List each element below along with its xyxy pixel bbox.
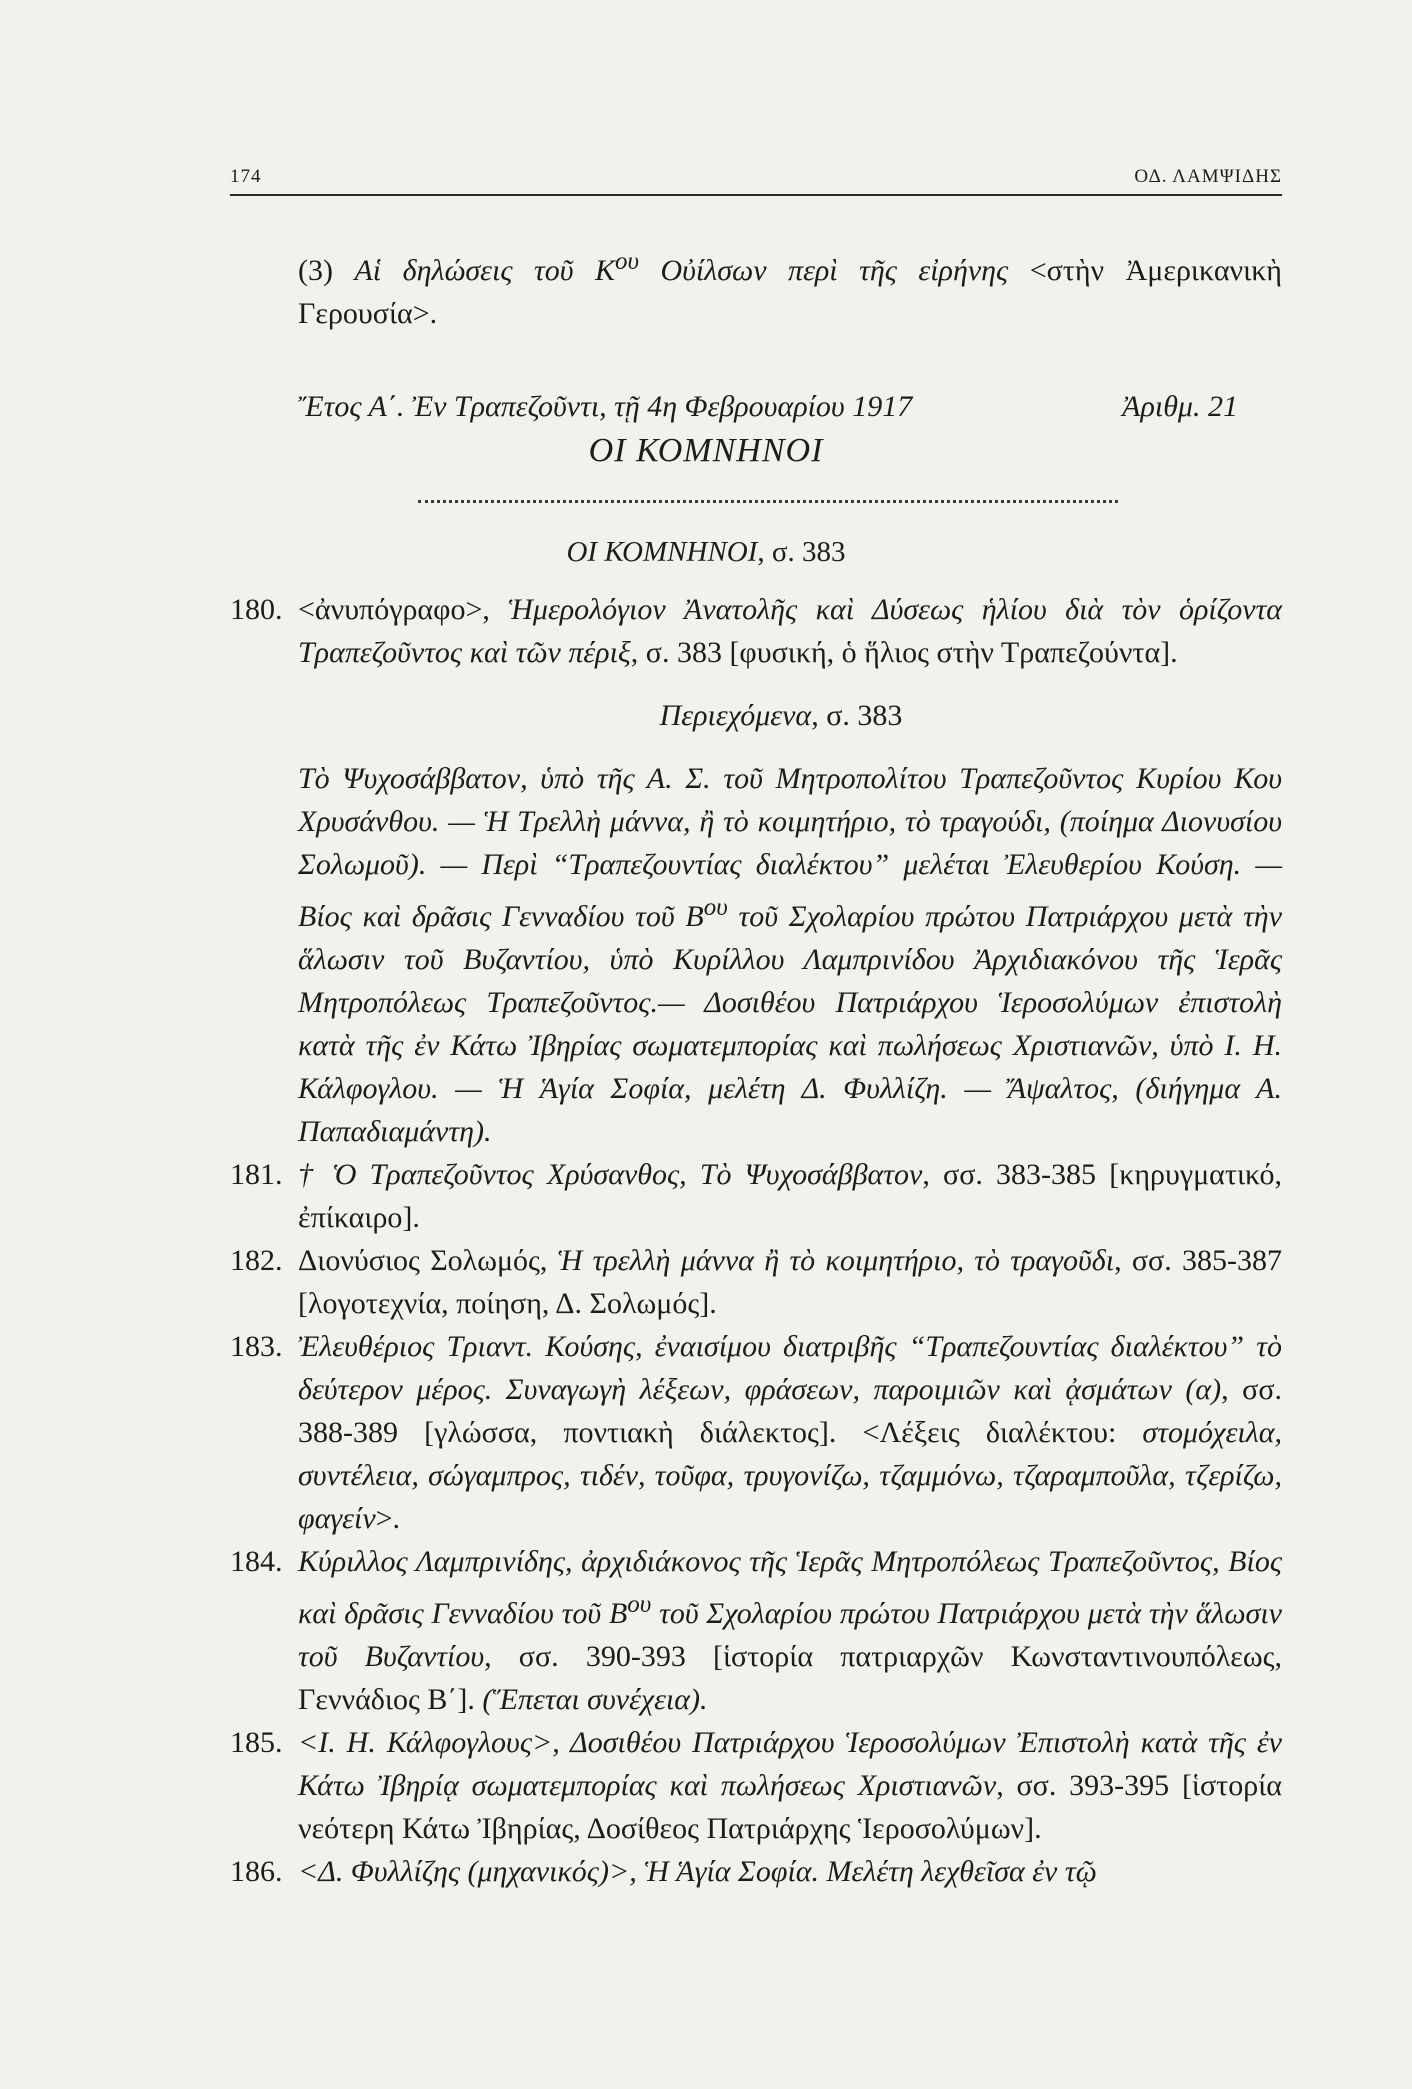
entry-title: <Δ. Φυλλίζης (μηχανικός)>, Ἡ Ἁγία Σοφία. Μελέτη λεχθεῖσα ἐν τῷ — [298, 1855, 1097, 1888]
contents-sup: ου — [703, 894, 728, 921]
entry-number: 180. — [230, 593, 283, 626]
entry-title: Ἐλευθέριος Τριαντ. Κούσης, ἐναισίμου διατριβῆς “Τραπεζουντίας διαλέκτου” τὸ δεύτερον μέρος. Συναγωγὴ λέξεων, φράσεων, παροιμιῶν καὶ ᾀσμάτων (α) — [298, 1330, 1282, 1406]
contents-title: Περιεχόμενα — [659, 699, 812, 732]
entry-title: Ἡμερολόγιον Ἀνατολῆς καὶ Δύσεως ἡλίου διὰ τὸν ὁρίζοντα Τραπεζοῦντος καὶ τῶν πέριξ — [298, 593, 1282, 669]
intro-rest: <στὴν Ἀμερικανικὴ Γερουσία>. — [298, 254, 1283, 330]
entry-meta: , σσ. 383-385 [κηρυγματικό, ἐπίκαιρο]. — [298, 1158, 1282, 1234]
entry-181 — [230, 1153, 1282, 1239]
entry-meta: , σσ. 385-387 [λογοτεχνία, ποίηση, Δ. Σολωμός]. — [298, 1244, 1282, 1320]
contents-heading — [230, 694, 1282, 737]
intro-prefix: (3) — [298, 254, 355, 287]
entry-185 — [230, 1721, 1282, 1850]
entry-meta-end: >. — [375, 1502, 401, 1535]
contents-pages: , σ. 383 — [811, 699, 903, 732]
page-number: 174 — [230, 166, 262, 187]
section-title: ΟΙ ΚΟΜΝΗΝΟΙ — [566, 536, 758, 568]
entry-author: Διονύσιος Σολωμός, — [298, 1244, 558, 1277]
entry-number: 184. — [230, 1545, 283, 1578]
entry-author: <ἀνυπόγραφο>, — [298, 593, 509, 626]
entry-meta: , σσ. 393-395 [ἱστορία νεότερη Κάτω Ἰβηρίας, Δοσίθεος Πατριάρχης Ἱεροσολύμων]. — [298, 1769, 1282, 1845]
entry-title-cont: τοῦ Σχολαρίου πρώτου Πατριάρχου μετὰ τὴν ἅλωσιν τοῦ Βυζαντίου — [298, 1597, 1282, 1673]
dotted-divider — [418, 500, 1118, 503]
entry-continued-note: (Ἕπεται συνέχεια). — [482, 1683, 708, 1716]
entry-title: Ἡ τρελλὴ μάννα ἢ τὸ κοιμητήριο, τὸ τραγοῦδι — [557, 1244, 1115, 1277]
journal-title: ΟΙ ΚΟΜΝΗΝΟΙ — [588, 432, 824, 469]
entry-number: 185. — [230, 1726, 283, 1759]
issue-date: Ἔτος Α΄. Ἐν Τραπεζοῦντι, τῇ 4η Φεβρουαρίου 1917 — [298, 390, 913, 423]
entry-number: 182. — [230, 1244, 283, 1277]
entry-title: Κύριλλος Λαμπρινίδης, ἀρχιδιάκονος τῆς Ἱερᾶς Μητροπόλεως Τραπεζοῦντος, Βίος καὶ δρᾶσις Γενναδίου τοῦ Β — [298, 1545, 1282, 1630]
entry-meta: , σ. 383 [φυσική, ὁ ἥλιος στὴν Τραπεζούντα]. — [630, 636, 1178, 669]
intro-italic: Αἱ δηλώσεις τοῦ Κ — [354, 254, 616, 287]
entry-186 — [230, 1850, 1282, 1893]
issue-line — [298, 390, 1238, 424]
section-heading — [0, 536, 1412, 569]
entry-number: 186. — [230, 1855, 283, 1888]
issue-number: Ἀριθμ. 21 — [1122, 390, 1238, 423]
running-head: ΟΔ. ΛΑΜΨΙΔΗΣ — [1134, 166, 1282, 187]
entry-sup: ου — [627, 1591, 652, 1618]
intro-note — [298, 240, 1282, 335]
entry-180 — [230, 588, 1282, 674]
contents-part-a: Τὸ Ψυχοσάββατον, ὑπὸ τῆς Α. Σ. τοῦ Μητροπολίτου Τραπεζοῦντος Κυρίου Κου Χρυσάνθου. — Ἡ Τρελλὴ μάννα, ἢ τὸ κοιμητήριο, τὸ τραγούδι, (ποίημα Διονυσίου Σολωμοῦ). — Περὶ “Τραπεζουντίας διαλέκτου” μελέται Ἐλευθερίου Κούση. — Βίος καὶ δρᾶσις Γενναδίου τοῦ Β — [298, 762, 1282, 933]
contents-text — [230, 757, 1282, 1153]
intro-italic2: Οὐίλσων περὶ τῆς εἰρήνης — [639, 254, 1009, 287]
entry-meta: , σσ. 388-389 [γλώσσα, ποντιακὴ διάλεκτος]. <Λέξεις διαλέκτου: — [298, 1373, 1282, 1449]
page-header — [230, 166, 1282, 196]
entry-182 — [230, 1239, 1282, 1325]
entry-word-list: στομόχειλα, συντέλεια, σώγαμπρος, τιδέν, τοῦφα, τρυγονίζω, τζαμμόνω, τζαραμποῦλα, τζερίζω, φαγείν — [298, 1416, 1282, 1535]
contents-part-b: τοῦ Σχολαρίου πρώτου Πατριάρχου μετὰ τὴν ἅλωσιν τοῦ Βυζαντίου, ὑπὸ Κυρίλλου Λαμπρινίδου Ἀρχιδιακόνου τῆς Ἱερᾶς Μητροπόλεως Τραπεζοῦντος.— Δοσιθέου Πατριάρχου Ἱεροσολύμων ἐπιστολὴ κατὰ τῆς ἐν Κάτω Ἰβηρίας σωματεμπορίας καὶ πωλήσεως Χριστιανῶν, ὑπὸ Ι. Η. Κάλφογλου. — Ἡ Ἁγία Σοφία, μελέτη Δ. Φυλλίζη. — Ἄψαλτος, (διήγημα Α. Παπαδιαμάντη). — [298, 900, 1283, 1148]
intro-sup: ου — [615, 248, 639, 275]
entry-183 — [230, 1325, 1282, 1540]
entry-title: <Ι. Η. Κάλφογλους>, Δοσιθέου Πατριάρχου Ἱεροσολύμων Ἐπιστολὴ κατὰ τῆς ἐν Κάτω Ἰβηρίᾳ σωματεμπορίας καὶ πωλήσεως Χριστιανῶν — [298, 1726, 1282, 1802]
entry-184 — [230, 1540, 1282, 1721]
entry-title: † Ὁ Τραπεζοῦντος Χρύσανθος, Τὸ Ψυχοσάββατον — [298, 1158, 923, 1191]
entries-block — [230, 588, 1282, 1893]
entry-number: 181. — [230, 1158, 283, 1191]
section-pages: , σ. 383 — [757, 536, 846, 568]
entry-number: 183. — [230, 1330, 283, 1363]
entry-meta: , σσ. 390-393 [ἱστορία πατριαρχῶν Κωνσταντινουπόλεως, Γεννάδιος Β΄]. — [298, 1640, 1283, 1716]
